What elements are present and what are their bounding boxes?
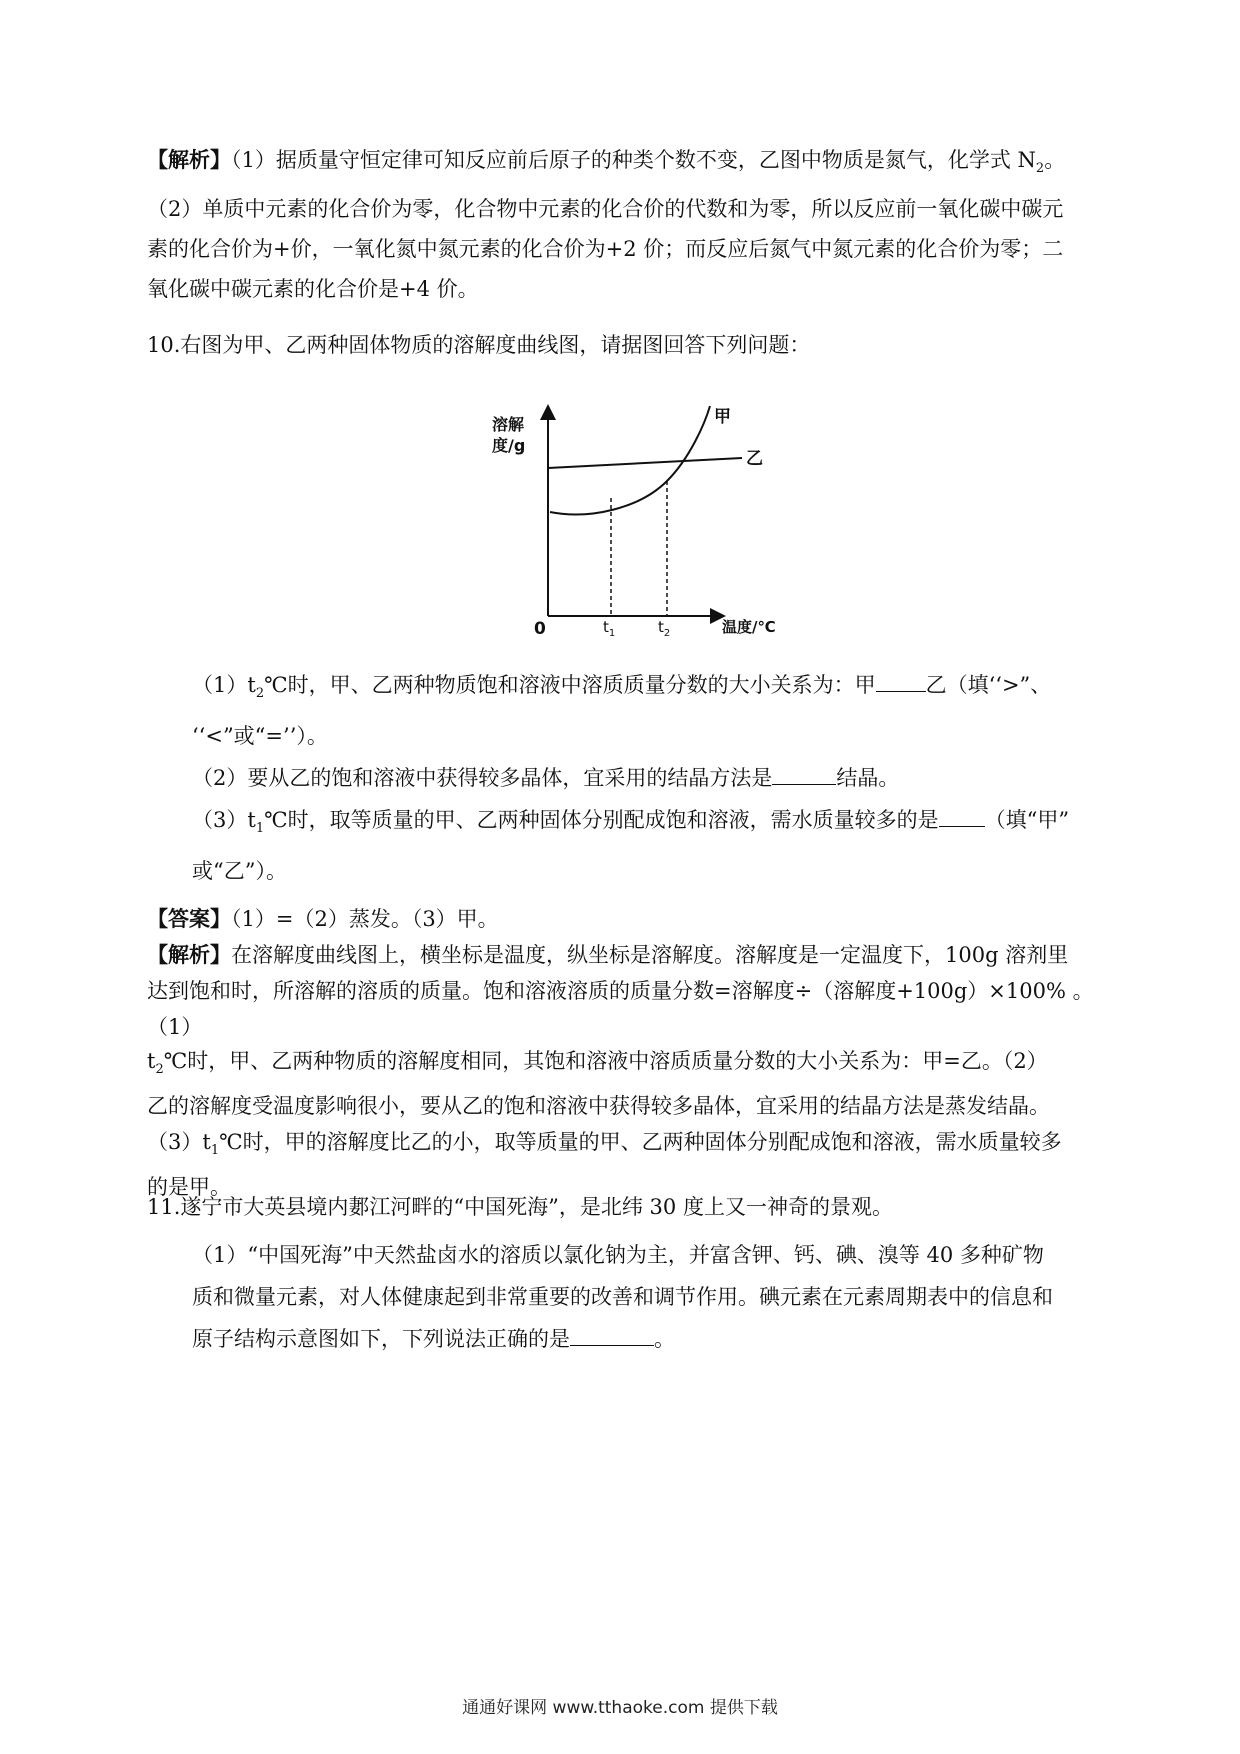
answer-blank-3[interactable]	[939, 806, 985, 827]
answer-blank-2[interactable]	[772, 764, 836, 785]
analysis-10-line-6: 的是甲。	[147, 1175, 231, 1200]
subquestion-3-line-2: 或“乙”）。	[192, 859, 287, 884]
question-10-stem-block	[147, 328, 1097, 362]
subquestion-1-line-2: ‘‘<”或“=’’）。	[192, 724, 328, 749]
question-11-stem: 11.遂宁市大英县境内郪江河畔的“中国死海”，是北纬 30 度上又一神奇的景观。	[147, 1195, 893, 1219]
origin-label: 0	[534, 619, 546, 639]
answer-tag: 【答案】	[147, 906, 231, 931]
series-yi-label: 乙	[746, 449, 763, 469]
analysis-line-2: （2）单质中元素的化合价为零，化合物中元素的化合价的代数和为零，所以反应前一氧化碳中碳元	[147, 197, 1064, 222]
series-jia-label: 甲	[714, 407, 731, 427]
x-axis-label: 温度/℃	[722, 618, 776, 636]
analysis-tag: 【解析】	[147, 147, 231, 172]
subquestion-3-line-1: $(3)t_1℃$时，取等质量的甲、乙两种固体分别配成饱和溶液，需水质量较多的是 （填“甲”	[192, 808, 1070, 837]
analysis-10-line-5: $(3)t_1℃$时，甲的溶解度比乙的小，取等质量的甲、乙两种固体分别配成饱和溶液，需水质量较多	[147, 1130, 1062, 1159]
question-11-sub1-line-2: 质和微量元素，对人体健康起到非常重要的改善和调节作用。碘元素在元素周期表中的信息和	[192, 1285, 1053, 1309]
answer-blank-4[interactable]	[570, 1325, 654, 1346]
solubility-chart	[490, 398, 810, 648]
tick-label-t2: $t_2$	[658, 618, 671, 639]
analysis-line-1: 【解析】（1）据质量守恒定律可知反应前后原子的种类个数不变，乙图中物质是氮气，化学式 $N_2$。	[147, 147, 1066, 177]
y-axis-label-line2: 度/g	[492, 436, 526, 455]
analysis-10-line-4: 乙的溶解度受温度影响很小，要从乙的饱和溶液中获得较多晶体，宜采用的结晶方法是蒸发结晶。	[147, 1094, 1050, 1119]
question-11-block	[147, 1190, 1097, 1360]
question-10-stem: 10.右图为甲、乙两种固体物质的溶解度曲线图，请据图回答下列问题：	[147, 333, 811, 357]
analysis-section-q9	[147, 143, 1097, 306]
answer-line: 【答案】（1）=（2）蒸发。（3）甲。	[147, 906, 499, 931]
y-axis-label-line1: 溶解	[492, 415, 525, 434]
subquestion-2: （2）要从乙的饱和溶液中获得较多晶体，宜采用的结晶方法是 结晶。	[192, 766, 900, 791]
analysis-line-4: 氧化碳中碳元素的化合价是+4 价。	[147, 277, 479, 302]
analysis-10-line-1: 【解析】在溶解度曲线图上，横坐标是温度，纵坐标是溶解度。溶解度是一定温度下，100g 溶剂里	[147, 942, 1069, 967]
question-10-subquestions	[147, 664, 1097, 892]
question-11-sub1-line-1: （1）“中国死海”中天然盐卤水的溶质以氯化钠为主，并富含钾、钙、碘、溴等 40 多种矿物	[192, 1243, 1044, 1267]
analysis-10-line-3: $(1)t_2℃$时，甲、乙两种物质的溶解度相同，其饱和溶液中溶质质量分数的大小关系为：甲=乙。（2）	[147, 1015, 1048, 1078]
analysis-10-line-2: 达到饱和时，所溶解的溶质的质量。饱和溶液溶质的质量分数=溶解度÷（溶解度+100g）×100% 。	[147, 979, 1094, 1003]
analysis-tag: 【解析】	[147, 942, 231, 967]
question-10-answer-block	[147, 902, 1097, 1204]
page-footer: 通通好课网 www.tthaoke.com 提供下载	[462, 1698, 778, 1718]
question-11-sub1-line-3: 原子结构示意图如下，下列说法正确的是 。	[192, 1327, 675, 1351]
tick-label-t1: $t_1$	[603, 618, 616, 639]
subquestion-1-line-1: $(1)t_2℃$时，甲、乙两种物质饱和溶液中溶质质量分数的大小关系为：甲 乙（填‘‘>”、	[192, 673, 1052, 702]
analysis-line-3: 素的化合价为+价，一氧化氮中氮元素的化合价为+2 价；而反应后氮气中氮元素的化合价为零；二	[147, 237, 1064, 262]
series-yi-curve	[548, 458, 742, 468]
answer-blank-1[interactable]	[876, 671, 926, 692]
